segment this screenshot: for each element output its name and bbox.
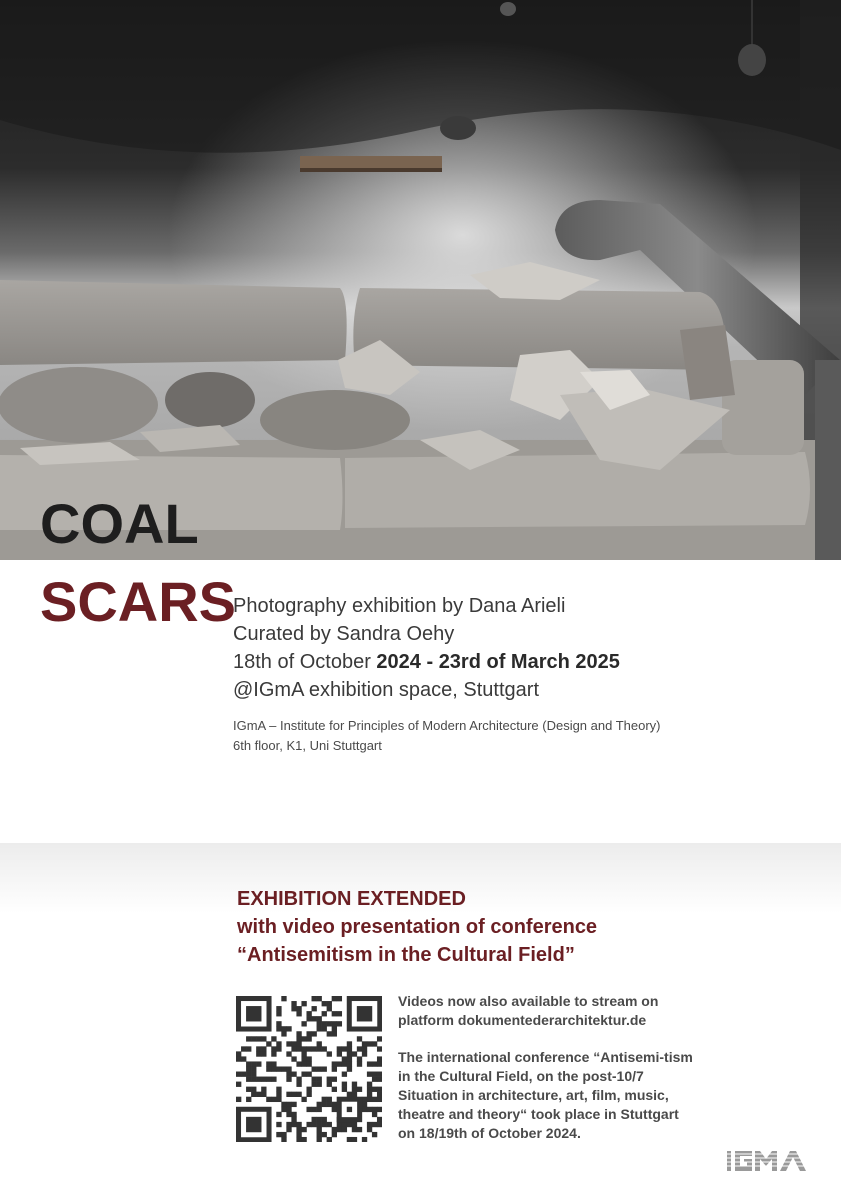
info-photographer: Photography exhibition by Dana Arieli bbox=[233, 595, 566, 617]
igma-logo bbox=[726, 1149, 812, 1178]
extended-line-1: EXHIBITION EXTENDED bbox=[237, 888, 466, 910]
stream-info bbox=[398, 992, 698, 1143]
qr-code[interactable] bbox=[236, 996, 382, 1142]
exhibition-info bbox=[233, 592, 661, 756]
exhibition-photo bbox=[0, 0, 841, 560]
igma-logo-graphic bbox=[726, 1149, 812, 1173]
info-address: 6th floor, K1, Uni Stuttgart bbox=[233, 738, 382, 753]
info-dates bbox=[233, 648, 661, 676]
exhibition-extended-heading bbox=[237, 885, 597, 969]
burnt-room-illustration bbox=[0, 0, 841, 560]
dates-prefix: 18th of October bbox=[233, 651, 377, 673]
dates-range: 2024 - 23rd of March 2025 bbox=[376, 651, 620, 673]
info-curator: Curated by Sandra Oehy bbox=[233, 623, 455, 645]
extended-line-2: with video presentation of conference bbox=[237, 916, 598, 938]
conference-note: The international conference “Antisemi-tism in the Cultural Field, on the post-10/7 Situation in architecture, art, film, music, theatre and theory“ took place in Stuttgart on 18/19th of October 2024. bbox=[398, 1049, 693, 1141]
info-venue: @IGmA exhibition space, Stuttgart bbox=[233, 679, 540, 701]
institute-block bbox=[233, 716, 661, 756]
videos-note: Videos now also available to stream on platform dokumentederarchitektur.de bbox=[398, 993, 659, 1028]
title-scars: SCARS bbox=[40, 570, 237, 633]
extended-line-3: “Antisemitism in the Cultural Field” bbox=[237, 944, 575, 966]
info-institute: IGmA – Institute for Principles of Modern Architecture (Design and Theory) bbox=[233, 718, 661, 733]
qr-code-graphic bbox=[236, 996, 382, 1142]
title-coal: COAL bbox=[40, 492, 199, 555]
